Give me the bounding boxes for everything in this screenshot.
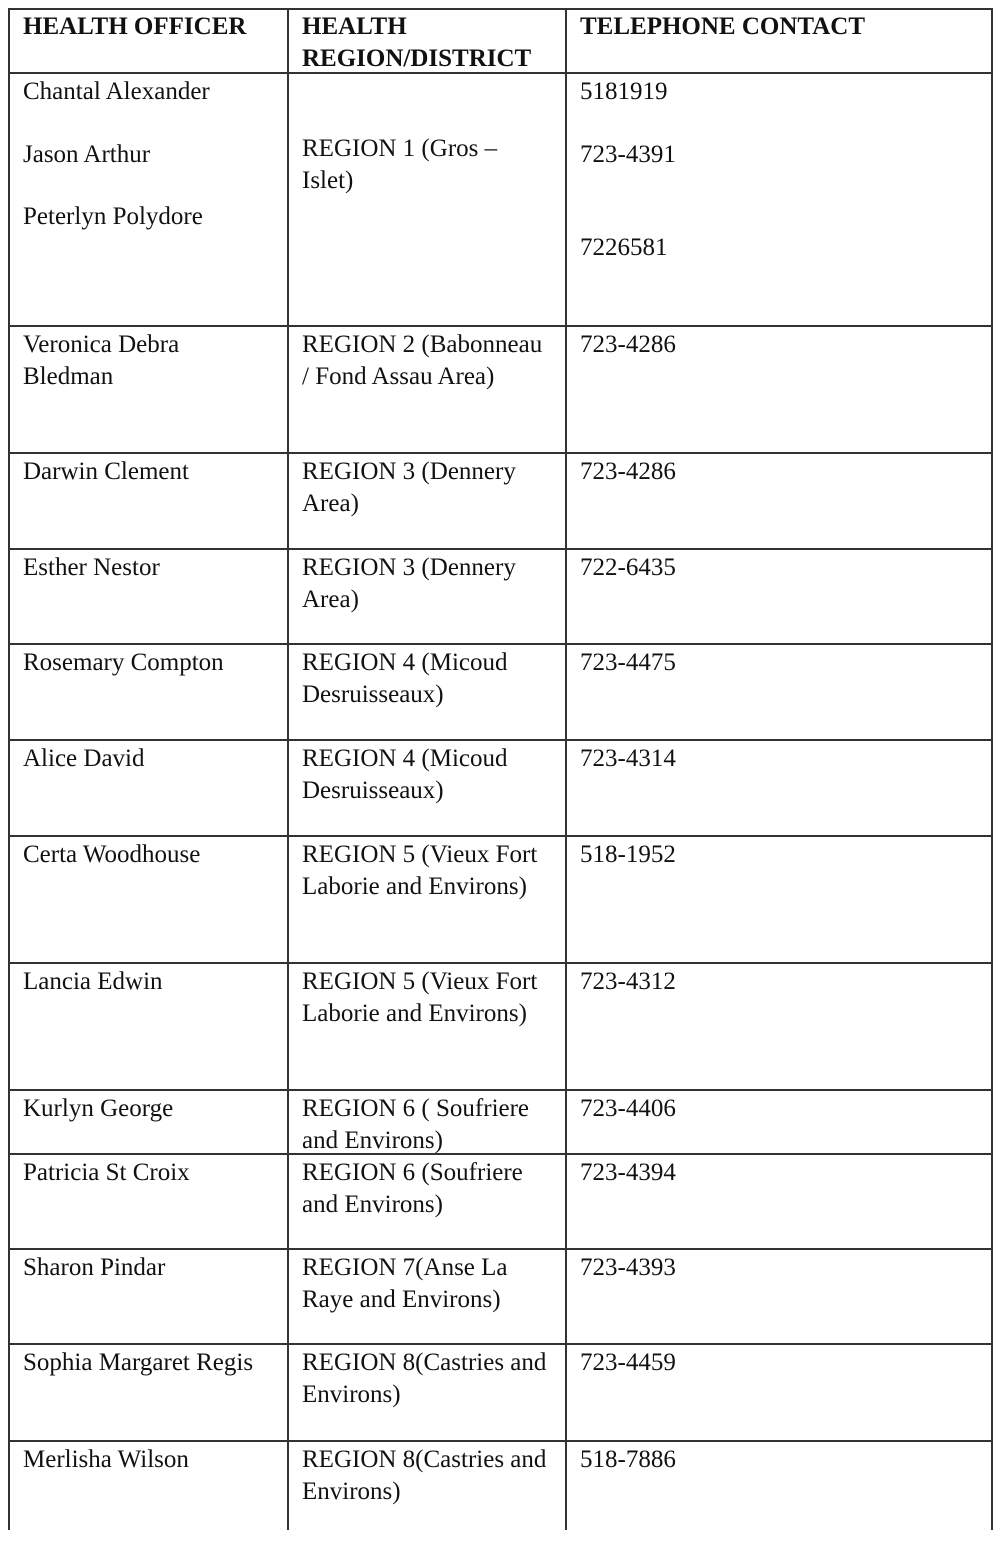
phone-number: 722-6435 [565, 550, 993, 643]
region-name: REGION 7(Anse La Raye and Environs) [287, 1250, 565, 1343]
phone-number: 7226581 [580, 234, 668, 261]
phone-number: 518-7886 [565, 1442, 993, 1530]
region-name: REGION 6 ( Soufriere and Environs) [287, 1091, 565, 1153]
officer-name: Alice David [8, 741, 287, 835]
officer-name: Lancia Edwin [8, 964, 287, 1089]
region-name: REGION 4 (Micoud Desruisseaux) [287, 645, 565, 739]
region-name: REGION 3 (Dennery Area) [287, 550, 565, 643]
officer-name: Sharon Pindar [8, 1250, 287, 1343]
phone-number: 723-4391 [580, 140, 676, 168]
phone-number: 723-4286 [565, 454, 993, 548]
phone-number: 723-4312 [565, 964, 993, 1089]
table-row [8, 643, 993, 739]
table-row [8, 739, 993, 835]
table-row [8, 548, 993, 643]
region-name: REGION 8(Castries and Environs) [287, 1345, 565, 1440]
phone-number: 723-4393 [565, 1250, 993, 1343]
phone-number: 723-4406 [565, 1091, 993, 1153]
health-officers-table [8, 8, 993, 1530]
officer-name: Chantal Alexander [23, 78, 210, 105]
region-name: REGION 8(Castries and Environs) [287, 1442, 565, 1530]
phone-number: 5181919 [580, 78, 668, 105]
table-row [8, 1153, 993, 1248]
region-name: REGION 2 (Babonneau / Fond Assau Area) [287, 327, 565, 452]
phone-number: 723-4459 [565, 1345, 993, 1440]
table-row [8, 1440, 993, 1530]
header-region-line-1: HEALTH [302, 13, 407, 40]
region-name: REGION 1 (Gros – Islet) [302, 135, 498, 194]
table-row [8, 1343, 993, 1440]
table-row [8, 835, 993, 962]
phone-number: 723-4286 [565, 327, 993, 452]
officer-name: Darwin Clement [8, 454, 287, 548]
table-row [8, 452, 993, 548]
phone-number: 723-4314 [565, 741, 993, 835]
officers-cell [8, 74, 287, 325]
table-row [8, 325, 993, 452]
table-row [8, 1089, 993, 1153]
officer-name: Veronica Debra Bledman [8, 327, 287, 452]
officer-name: Merlisha Wilson [8, 1442, 287, 1530]
region-name: REGION 5 (Vieux Fort Laborie and Environs) [287, 964, 565, 1089]
phone-number: 723-4394 [565, 1155, 993, 1248]
table-header-row [8, 8, 993, 72]
officer-name: Patricia St Croix [8, 1155, 287, 1248]
officer-name: Kurlyn George [8, 1091, 287, 1153]
header-health-officer: HEALTH OFFICER [8, 10, 287, 72]
phone-number: 518-1952 [565, 837, 993, 962]
phone-number: 723-4475 [565, 645, 993, 739]
region-name: REGION 5 (Vieux Fort Laborie and Environs) [287, 837, 565, 962]
header-health-region [287, 10, 565, 72]
table-row-region-1 [8, 72, 993, 325]
officer-name: Jason Arthur [23, 140, 151, 168]
header-telephone-contact: TELEPHONE CONTACT [565, 10, 993, 72]
table-row [8, 1248, 993, 1343]
officer-name: Esther Nestor [8, 550, 287, 643]
region-cell [287, 74, 565, 325]
region-name: REGION 6 (Soufriere and Environs) [287, 1155, 565, 1248]
officer-name: Rosemary Compton [8, 645, 287, 739]
region-name: REGION 3 (Dennery Area) [287, 454, 565, 548]
region-name: REGION 4 (Micoud Desruisseaux) [287, 741, 565, 835]
officer-name: Peterlyn Polydore [23, 203, 203, 230]
header-region-line-2: REGION/DISTRICT [302, 45, 532, 72]
phones-cell [565, 74, 993, 325]
officer-name: Sophia Margaret Regis [8, 1345, 287, 1440]
officer-name: Certa Woodhouse [8, 837, 287, 962]
table-row [8, 962, 993, 1089]
